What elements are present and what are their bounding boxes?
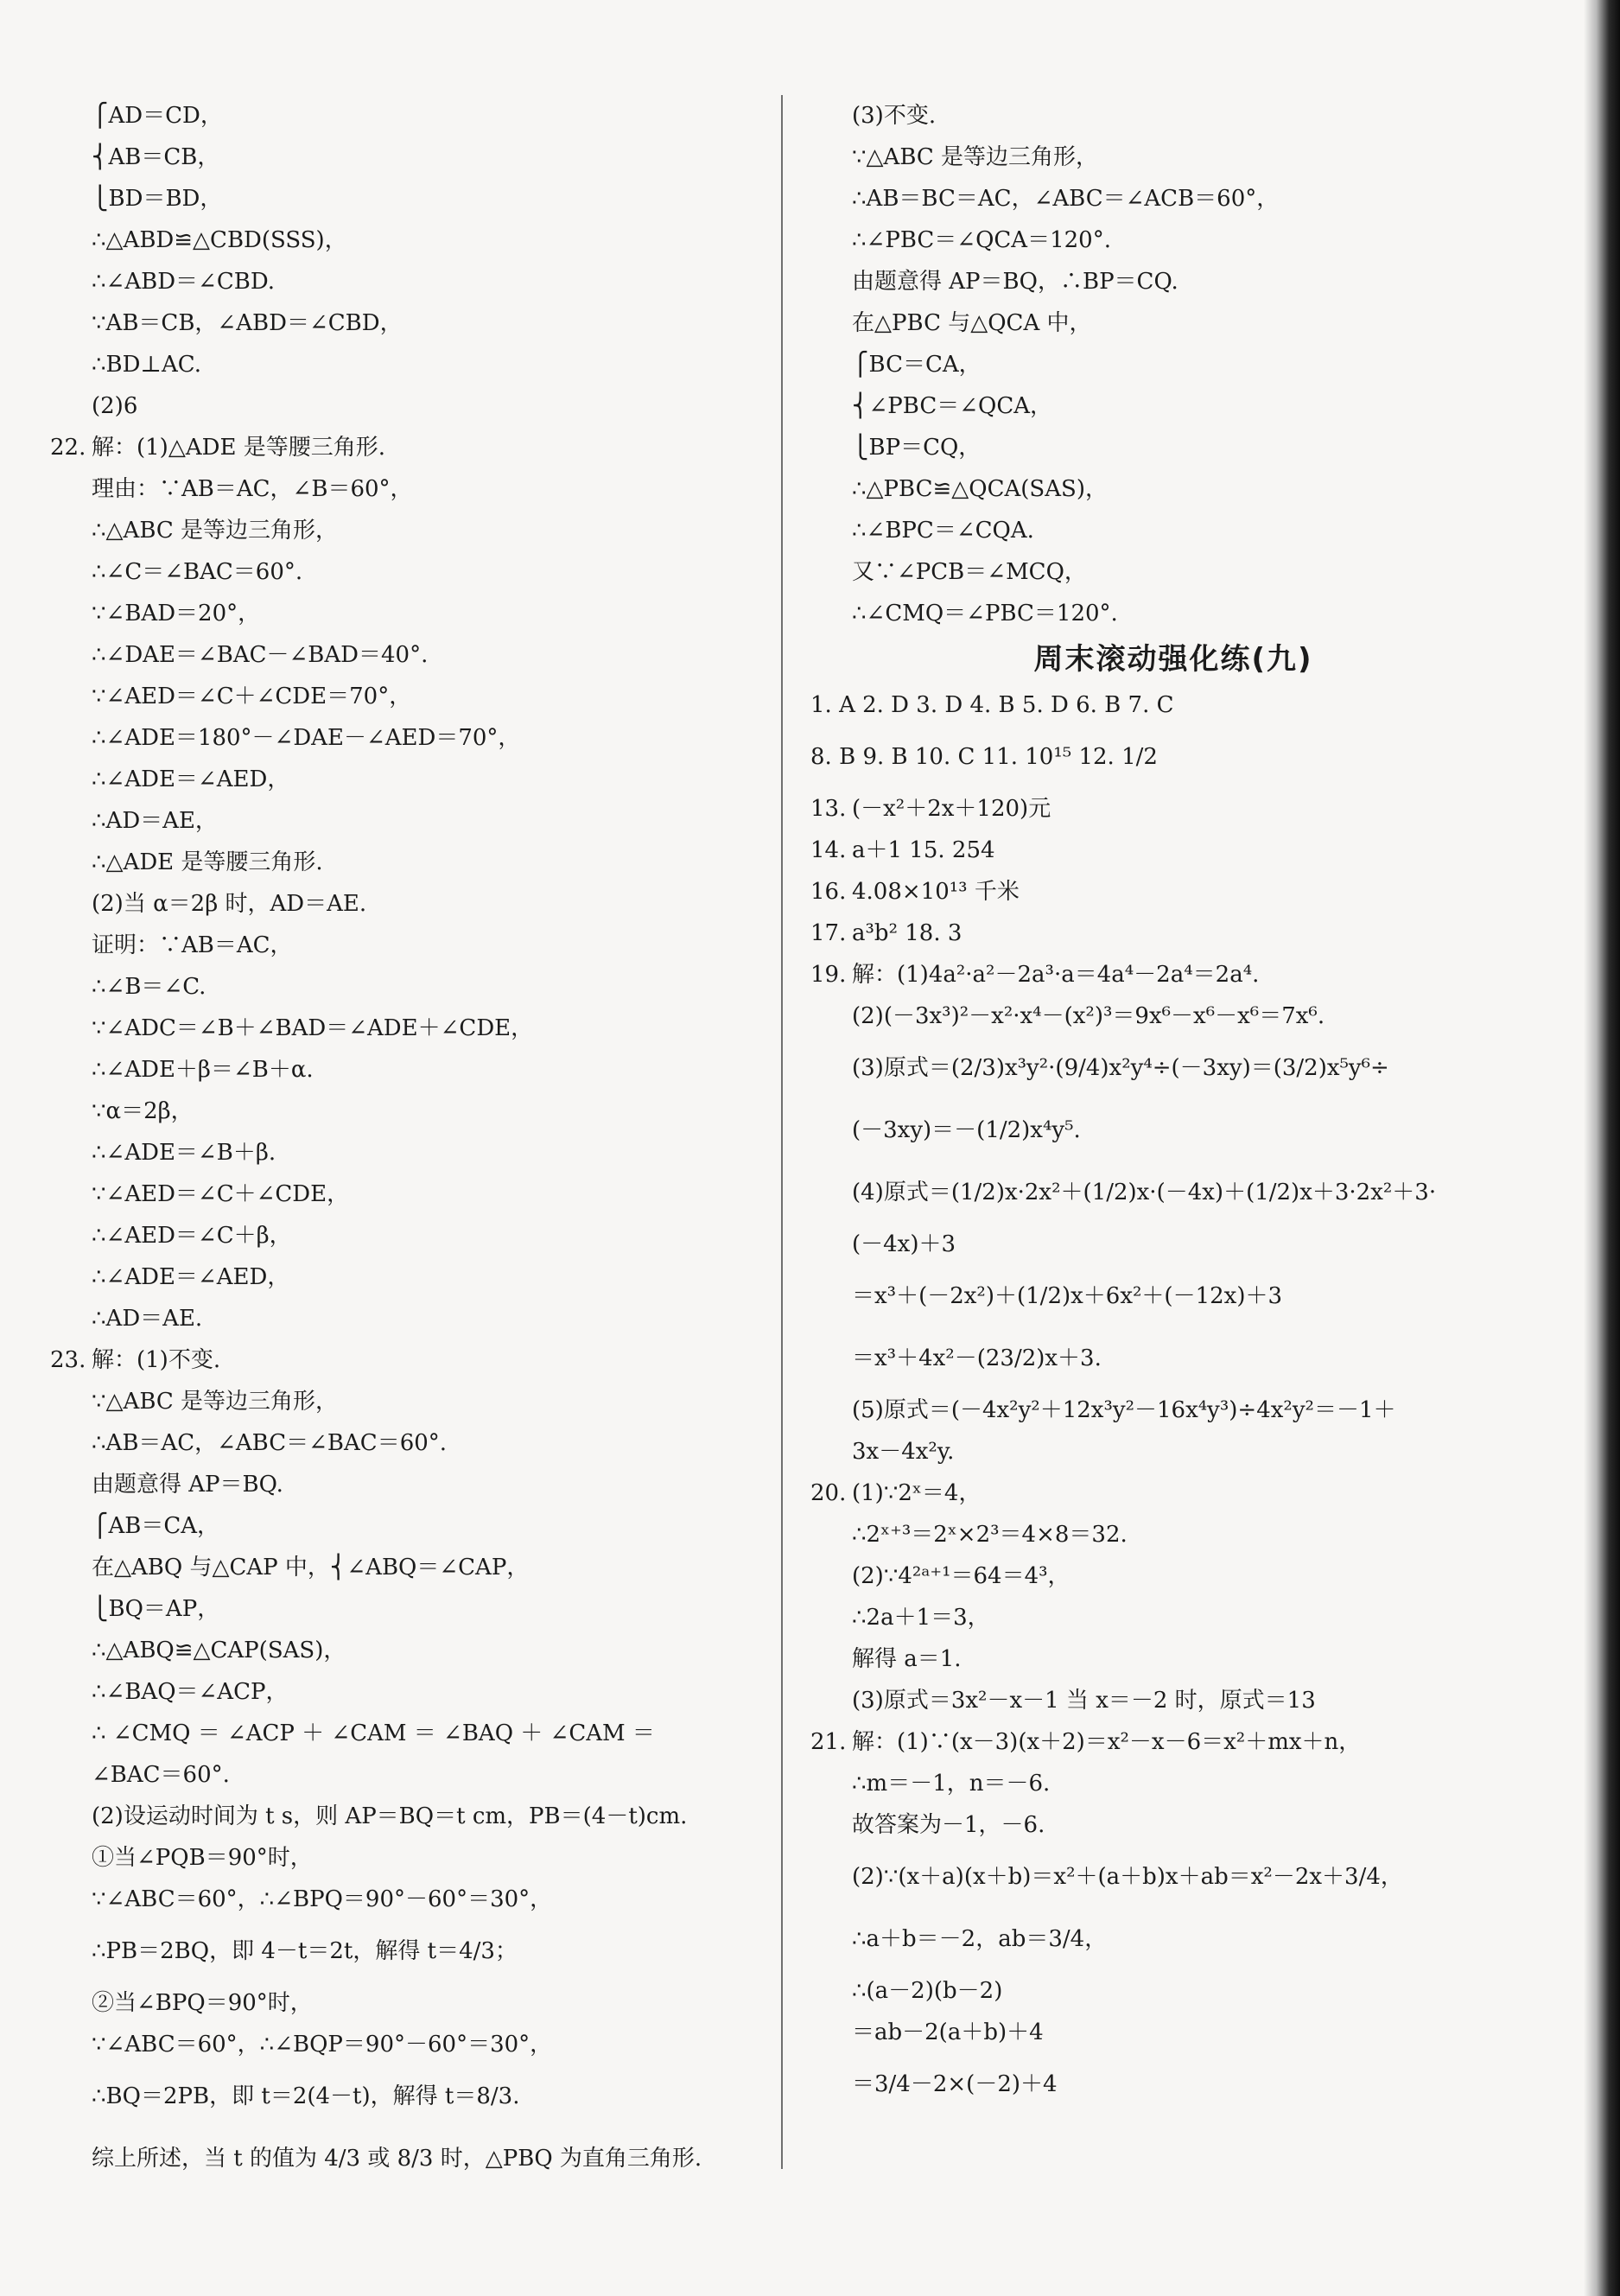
answer-line xyxy=(810,1265,1536,1327)
line-text: 由题意得 AP＝BQ. xyxy=(92,1472,283,1498)
answer-line xyxy=(50,178,759,219)
answer-line xyxy=(810,427,1536,468)
answer-line xyxy=(810,1514,1536,1555)
line-text: 解：(1)∵(x－3)(x＋2)＝x²－x－6＝x²＋mx＋n， xyxy=(852,1729,1362,1755)
line-text: (4)原式＝(1/2)x·2x²＋(1/2)x·(－4x)＋(1/2)x＋3·2x²＋3· xyxy=(852,1180,1437,1205)
answer-line xyxy=(810,385,1536,427)
line-text: ∴(a－2)(b－2) xyxy=(852,1978,1003,2004)
line-text: (1)∵2ˣ＝4， xyxy=(852,1480,982,1506)
line-text: ∴△PBC≌△QCA(SAS)， xyxy=(852,476,1108,502)
line-text: ∴∠ADE＝∠AED， xyxy=(92,1264,290,1290)
answer-line xyxy=(50,302,759,344)
answer-line xyxy=(50,1173,759,1215)
line-text: ∴∠ABD＝∠CBD. xyxy=(92,269,276,295)
answer-line xyxy=(50,842,759,883)
line-text: (－3xy)＝－(1/2)x⁴y⁵. xyxy=(852,1117,1081,1143)
answer-line xyxy=(50,1920,759,1982)
line-text: ∴2ˣ⁺³＝2ˣ×2³＝4×8＝32. xyxy=(852,1522,1128,1548)
question-number: 17. xyxy=(810,920,847,946)
answer-line xyxy=(50,95,759,137)
line-text: ∴∠B＝∠C. xyxy=(92,974,206,1000)
line-text: ∴∠CMQ＝∠PBC＝120°. xyxy=(852,601,1118,626)
answer-line xyxy=(50,1256,759,1298)
section-title: 周末滚动强化练(九) xyxy=(1033,642,1313,677)
line-text: 4.08×10¹³ 千米 xyxy=(852,879,1020,905)
line-text: ∵∠ADC＝∠B＋∠BAD＝∠ADE＋∠CDE， xyxy=(92,1015,534,1041)
line-text: ⎩BD＝BD， xyxy=(92,186,223,212)
answer-line xyxy=(50,1713,759,1754)
line-text: ⎩BQ＝AP， xyxy=(92,1596,220,1622)
question-number: 14. xyxy=(810,837,847,863)
line-text: ∴AD＝AE， xyxy=(92,808,218,834)
line-text: ∴BD⊥AC. xyxy=(92,352,201,378)
line-text: (－4x)＋3 xyxy=(852,1231,956,1257)
answer-line xyxy=(50,261,759,302)
line-text: (2)∵4²ᵃ⁺¹＝64＝4³， xyxy=(852,1563,1070,1589)
line-text: (3)原式＝3x²－x－1 当 x＝－2 时，原式＝13 xyxy=(852,1688,1316,1714)
answer-line xyxy=(50,1422,759,1464)
answer-line xyxy=(810,344,1536,385)
answer-line xyxy=(50,468,759,510)
answer-line xyxy=(810,1597,1536,1638)
line-text: ＝x³＋4x²－(23/2)x＋3. xyxy=(852,1345,1102,1371)
line-text: (3)不变. xyxy=(852,103,937,129)
line-text: 8. B 9. B 10. C 11. 10¹⁵ 12. 1/2 xyxy=(810,744,1158,770)
answer-line xyxy=(810,137,1536,178)
line-text: ⎩BP＝CQ， xyxy=(852,435,982,461)
answer-line xyxy=(50,1982,759,2024)
line-text: (2)6 xyxy=(92,393,138,419)
answer-line xyxy=(50,2065,759,2127)
answer-line xyxy=(810,219,1536,261)
answer-line xyxy=(50,717,759,759)
line-text: ∴∠BPC＝∠CQA. xyxy=(852,518,1034,544)
line-text: ∴△ABQ≌△CAP(SAS)， xyxy=(92,1638,346,1663)
answer-line xyxy=(810,1721,1536,1763)
answer-line xyxy=(810,1037,1536,1099)
answer-line xyxy=(50,1547,759,1588)
answer-line xyxy=(50,593,759,634)
line-text: ②当∠BPQ＝90°时， xyxy=(92,1990,313,2016)
answer-line xyxy=(810,913,1536,954)
answer-line xyxy=(810,830,1536,871)
answer-line xyxy=(810,788,1536,830)
answer-line xyxy=(810,1472,1536,1514)
question-number: 22. xyxy=(50,435,86,461)
answer-line xyxy=(810,510,1536,551)
answer-line xyxy=(50,1091,759,1132)
answer-line xyxy=(50,385,759,427)
answer-line xyxy=(810,178,1536,219)
line-text: ∴∠ADE＝180°－∠DAE－∠AED＝70°， xyxy=(92,725,521,751)
answer-line xyxy=(810,954,1536,995)
line-text: (－x²＋2x＋120)元 xyxy=(852,796,1051,822)
answer-line xyxy=(50,1505,759,1547)
line-text: (3)原式＝(2/3)x³y²·(9/4)x²y⁴÷(－3xy)＝(3/2)x⁵y⁶÷ xyxy=(852,1055,1389,1081)
answer-line xyxy=(810,1680,1536,1721)
line-text: ∵∠AED＝∠C＋∠CDE， xyxy=(92,1181,350,1207)
line-text: ∵△ABC 是等边三角形， xyxy=(92,1389,339,1415)
line-text: 解：(1)不变. xyxy=(92,1347,221,1373)
line-text: ∴BQ＝2PB，即 t＝2(4－t)，解得 t＝8/3. xyxy=(92,2083,520,2109)
answer-line xyxy=(810,1555,1536,1597)
answer-line xyxy=(810,1161,1536,1224)
answer-line xyxy=(810,2053,1536,2115)
answer-line xyxy=(810,1638,1536,1680)
answer-line xyxy=(50,1008,759,1049)
answer-line xyxy=(50,1671,759,1713)
answer-line xyxy=(810,1763,1536,1804)
answer-line xyxy=(50,1879,759,1920)
line-text: ∴∠C＝∠BAC＝60°. xyxy=(92,559,303,585)
line-text: ∠BAC＝60°. xyxy=(92,1762,230,1788)
line-text: ∴∠ADE＝∠B＋β. xyxy=(92,1140,276,1166)
answer-line xyxy=(50,883,759,925)
question-number: 21. xyxy=(810,1729,847,1755)
line-text: ⎧AD＝CD， xyxy=(92,103,223,129)
line-text: 综上所述，当 t 的值为 4/3 或 8/3 时，△PBQ 为直角三角形. xyxy=(92,2146,702,2172)
line-text: ⎧BC＝CA， xyxy=(852,352,982,378)
line-text: 由题意得 AP＝BQ，∴BP＝CQ. xyxy=(852,269,1178,295)
line-text: (2)当 α＝2β 时，AD＝AE. xyxy=(92,891,367,917)
answer-line xyxy=(810,1970,1536,2012)
line-text: ∵∠ABC＝60°，∴∠BPQ＝90°－60°＝30°， xyxy=(92,1886,553,1912)
line-text: a＋1 15. 254 xyxy=(852,837,995,863)
line-text: ∵△ABC 是等边三角形， xyxy=(852,144,1099,170)
answer-line xyxy=(50,1132,759,1173)
answer-line xyxy=(50,1837,759,1879)
answer-line xyxy=(810,95,1536,137)
answer-line xyxy=(810,1846,1536,1908)
line-text: 又∵∠PCB＝∠MCQ， xyxy=(852,559,1087,585)
line-text: ∴∠BAQ＝∠ACP， xyxy=(92,1679,289,1705)
line-text: 解得 a＝1. xyxy=(852,1646,962,1672)
answer-line xyxy=(50,2127,759,2190)
line-text: ∴∠ADE＝∠AED， xyxy=(92,766,290,792)
line-text: ＝ab－2(a＋b)＋4 xyxy=(852,2019,1044,2045)
line-text: ∴△ADE 是等腰三角形. xyxy=(92,849,323,875)
line-text: (5)原式＝(－4x²y²＋12x³y²－16x⁴y³)÷4x²y²＝－1＋ xyxy=(852,1397,1396,1423)
line-text: (2)∵(x＋a)(x＋b)＝x²＋(a＋b)x＋ab＝x²－2x＋3/4， xyxy=(852,1864,1403,1890)
answer-line xyxy=(50,427,759,468)
answer-line xyxy=(810,468,1536,510)
line-text: ∴∠DAE＝∠BAC－∠BAD＝40°. xyxy=(92,642,429,668)
line-text: ∵∠BAD＝20°， xyxy=(92,601,261,626)
line-text: 1. A 2. D 3. D 4. B 5. D 6. B 7. C xyxy=(810,692,1174,718)
line-text: ①当∠PQB＝90°时， xyxy=(92,1845,313,1871)
answer-line xyxy=(50,1588,759,1630)
line-text: ∴m＝－1，n＝－6. xyxy=(852,1771,1051,1797)
answer-line xyxy=(810,302,1536,344)
line-text: 3x－4x²y. xyxy=(852,1439,955,1465)
line-text: ＝x³＋(－2x²)＋(1/2)x＋6x²＋(－12x)＋3 xyxy=(852,1283,1282,1309)
answer-line xyxy=(50,1298,759,1339)
line-text: ∴∠AED＝∠C＋β， xyxy=(92,1223,292,1249)
line-text: (2)设运动时间为 t s，则 AP＝BQ＝t cm，PB＝(4－t)cm. xyxy=(92,1803,688,1829)
answer-line xyxy=(50,1339,759,1381)
answer-line xyxy=(810,1224,1536,1265)
line-text: ∵∠ABC＝60°，∴∠BQP＝90°－60°＝30°， xyxy=(92,2032,553,2057)
line-text: 在△ABQ 与△CAP 中，⎨∠ABQ＝∠CAP， xyxy=(92,1555,530,1580)
answer-line xyxy=(50,551,759,593)
line-text: ＝3/4－2×(－2)＋4 xyxy=(852,2071,1058,2097)
line-text: ⎨∠PBC＝∠QCA， xyxy=(852,393,1053,419)
answer-line xyxy=(50,676,759,717)
line-text: ∴2a＋1＝3， xyxy=(852,1605,990,1631)
answer-line xyxy=(810,1390,1536,1431)
question-number: 19. xyxy=(810,962,847,988)
line-text: ∵AB＝CB，∠ABD＝∠CBD， xyxy=(92,310,403,336)
question-number: 16. xyxy=(810,879,847,905)
right-column xyxy=(810,95,1536,2115)
answer-line xyxy=(50,2024,759,2065)
line-text: 在△PBC 与△QCA 中， xyxy=(852,310,1092,336)
line-text: ∴∠PBC＝∠QCA＝120°. xyxy=(852,227,1111,253)
answer-line xyxy=(50,344,759,385)
question-number: 23. xyxy=(50,1347,86,1373)
answer-line xyxy=(50,800,759,842)
left-column xyxy=(50,95,759,2190)
answer-line xyxy=(50,1630,759,1671)
line-text: 解：(1)△ADE 是等腰三角形. xyxy=(92,435,385,461)
line-text: ⎧AB＝CA， xyxy=(92,1513,220,1539)
answer-line xyxy=(50,759,759,800)
answer-line xyxy=(50,1464,759,1505)
answer-line xyxy=(810,684,1536,726)
answer-line xyxy=(50,1049,759,1091)
answer-line xyxy=(50,925,759,966)
line-text: ∴∠ADE＋β＝∠B＋α. xyxy=(92,1057,314,1083)
answer-line xyxy=(810,551,1536,593)
line-text: a³b² 18. 3 xyxy=(852,920,962,946)
answer-line xyxy=(810,726,1536,788)
scan-edge-shadow xyxy=(1584,0,1620,2296)
line-text: ∴△ABC 是等边三角形， xyxy=(92,518,339,544)
answer-line xyxy=(810,1327,1536,1390)
line-text: 理由：∵AB＝AC，∠B＝60°， xyxy=(92,476,413,502)
answer-line xyxy=(810,1908,1536,1970)
answer-line xyxy=(50,1215,759,1256)
answer-line xyxy=(810,1804,1536,1846)
line-text: ∴AB＝AC，∠ABC＝∠BAC＝60°. xyxy=(92,1430,448,1456)
answer-line xyxy=(50,634,759,676)
line-text: ∴AD＝AE. xyxy=(92,1306,203,1332)
answer-line xyxy=(50,1381,759,1422)
line-text: ∴PB＝2BQ，即 4－t＝2t，解得 t＝4/3； xyxy=(92,1938,518,1964)
line-text: 解：(1)4a²·a²－2a³·a＝4a⁴－2a⁴＝2a⁴. xyxy=(852,962,1260,988)
column-divider xyxy=(781,95,783,2169)
answer-line xyxy=(50,1796,759,1837)
answer-line xyxy=(810,995,1536,1037)
line-text: ∴AB＝BC＝AC，∠ABC＝∠ACB＝60°， xyxy=(852,186,1280,212)
line-text: (2)(－3x³)²－x²·x⁴－(x²)³＝9x⁶－x⁶－x⁶＝7x⁶. xyxy=(852,1003,1325,1029)
line-text: ∵∠AED＝∠C＋∠CDE＝70°， xyxy=(92,684,412,709)
answer-line xyxy=(810,871,1536,913)
question-number: 13. xyxy=(810,796,847,822)
answer-line xyxy=(810,1099,1536,1161)
line-text: ∵α＝2β， xyxy=(92,1098,194,1124)
answer-line xyxy=(50,137,759,178)
answer-line xyxy=(50,966,759,1008)
answer-line xyxy=(810,1431,1536,1472)
answer-line xyxy=(810,261,1536,302)
answer-line xyxy=(50,1754,759,1796)
question-number: 20. xyxy=(810,1480,847,1506)
line-text: ∴ ∠CMQ ＝ ∠ACP ＋ ∠CAM ＝ ∠BAQ ＋ ∠CAM ＝ xyxy=(92,1720,655,1746)
answer-line xyxy=(50,219,759,261)
line-text: ⎨AB＝CB， xyxy=(92,144,220,170)
answer-line xyxy=(810,2012,1536,2053)
line-text: 故答案为－1，－6. xyxy=(852,1812,1045,1838)
answer-line xyxy=(810,593,1536,634)
line-text: 证明：∵AB＝AC， xyxy=(92,932,293,958)
line-text: ∴a＋b＝－2，ab＝3/4， xyxy=(852,1926,1108,1952)
answer-line xyxy=(50,510,759,551)
line-text: ∴△ABD≌△CBD(SSS)， xyxy=(92,227,347,253)
